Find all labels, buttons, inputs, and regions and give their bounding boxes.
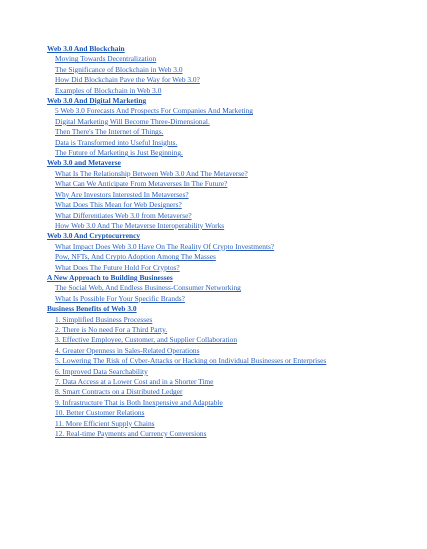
- toc-item[interactable]: 12. Real-time Payments and Currency Conversions: [55, 429, 207, 439]
- toc-item[interactable]: 8. Smart Contracts on a Distributed Ledger: [55, 387, 183, 397]
- toc-item[interactable]: What Is Possible For Your Specific Brands?: [55, 293, 185, 303]
- toc-item[interactable]: 7. Data Access at a Lower Cost and in a Shorter Time: [55, 377, 214, 386]
- toc-item[interactable]: The Significance of Blockchain in Web 3.0: [55, 64, 183, 74]
- toc-item[interactable]: 4. Greater Openness in Sales-Related Operations: [55, 345, 200, 355]
- toc-item[interactable]: What Is The Relationship Between Web 3.0 And The Metaverse?: [55, 168, 248, 178]
- table-of-contents: [47, 44, 417, 439]
- toc-section-new-approach-business[interactable]: A New Approach to Building Businesses: [47, 272, 173, 282]
- toc-item[interactable]: 6. Improved Data Searchability: [55, 366, 148, 376]
- toc-item[interactable]: Why Are Investors Interested In Metaverses?: [55, 189, 189, 199]
- toc-item[interactable]: Examples of Blockchain in Web 3.0: [55, 85, 162, 95]
- toc-section-web3-metaverse[interactable]: Web 3.0 and Metaverse: [47, 158, 121, 168]
- toc-section-business-benefits[interactable]: Business Benefits of Web 3.0: [47, 304, 137, 314]
- toc-item[interactable]: How Did Blockchain Pave the Way for Web 3.0?: [55, 75, 200, 85]
- toc-item[interactable]: Pow, NFTs, And Crypto Adoption Among The Masses: [55, 252, 216, 262]
- toc-section-web3-blockchain[interactable]: Web 3.0 And Blockchain: [47, 44, 125, 53]
- toc-item[interactable]: Moving Towards Decentralization: [55, 54, 157, 64]
- toc-section-web3-digital-marketing[interactable]: Web 3.0 And Digital Marketing: [47, 96, 147, 106]
- toc-item[interactable]: 2. There is No need For a Third Party.: [55, 324, 168, 334]
- toc-item[interactable]: 5. Lowering The Risk of Cyber-Attacks or Hacking on Individual Businesses or Enterprises: [55, 356, 327, 366]
- toc-item[interactable]: What Impact Does Web 3.0 Have On The Reality Of Crypto Investments?: [55, 241, 275, 251]
- toc-item[interactable]: Then There's The Internet of Things.: [55, 127, 164, 137]
- toc-item[interactable]: What Does The Future Hold For Cryptos?: [55, 262, 180, 272]
- toc-item[interactable]: 1. Simplified Business Processes: [55, 314, 153, 324]
- toc-item[interactable]: The Social Web, And Endless Business-Consumer Networking: [55, 283, 241, 293]
- toc-item[interactable]: 10. Better Customer Relations: [55, 408, 145, 418]
- toc-item[interactable]: Digital Marketing Will Become Three-Dimensional.: [55, 116, 210, 126]
- toc-item[interactable]: What Does This Mean for Web Designers?: [55, 200, 182, 210]
- toc-item[interactable]: Data is Transformed into Useful Insights.: [55, 137, 178, 147]
- toc-item[interactable]: What Differentiates Web 3.0 from Metaverse?: [55, 210, 192, 220]
- toc-item[interactable]: 5 Web 3.0 Forecasts And Prospects For Companies And Marketing: [55, 106, 253, 116]
- toc-item[interactable]: What Can We Anticipate From Metaverses In The Future?: [55, 179, 228, 189]
- toc-item[interactable]: 3. Effective Employee, Customer, and Supplier Collaboration: [55, 335, 238, 345]
- toc-item[interactable]: The Future of Marketing is Just Beginning.: [55, 148, 183, 158]
- toc-item[interactable]: 9. Infrastructure That is Both Inexpensive and Adaptable: [55, 397, 223, 407]
- toc-item[interactable]: 11. More Efficient Supply Chains: [55, 418, 155, 428]
- toc-item[interactable]: How Web 3.0 And The Metaverse Interoperability Works: [55, 220, 225, 230]
- toc-section-web3-cryptocurrency[interactable]: Web 3.0 And Cryptocurrency: [47, 231, 141, 241]
